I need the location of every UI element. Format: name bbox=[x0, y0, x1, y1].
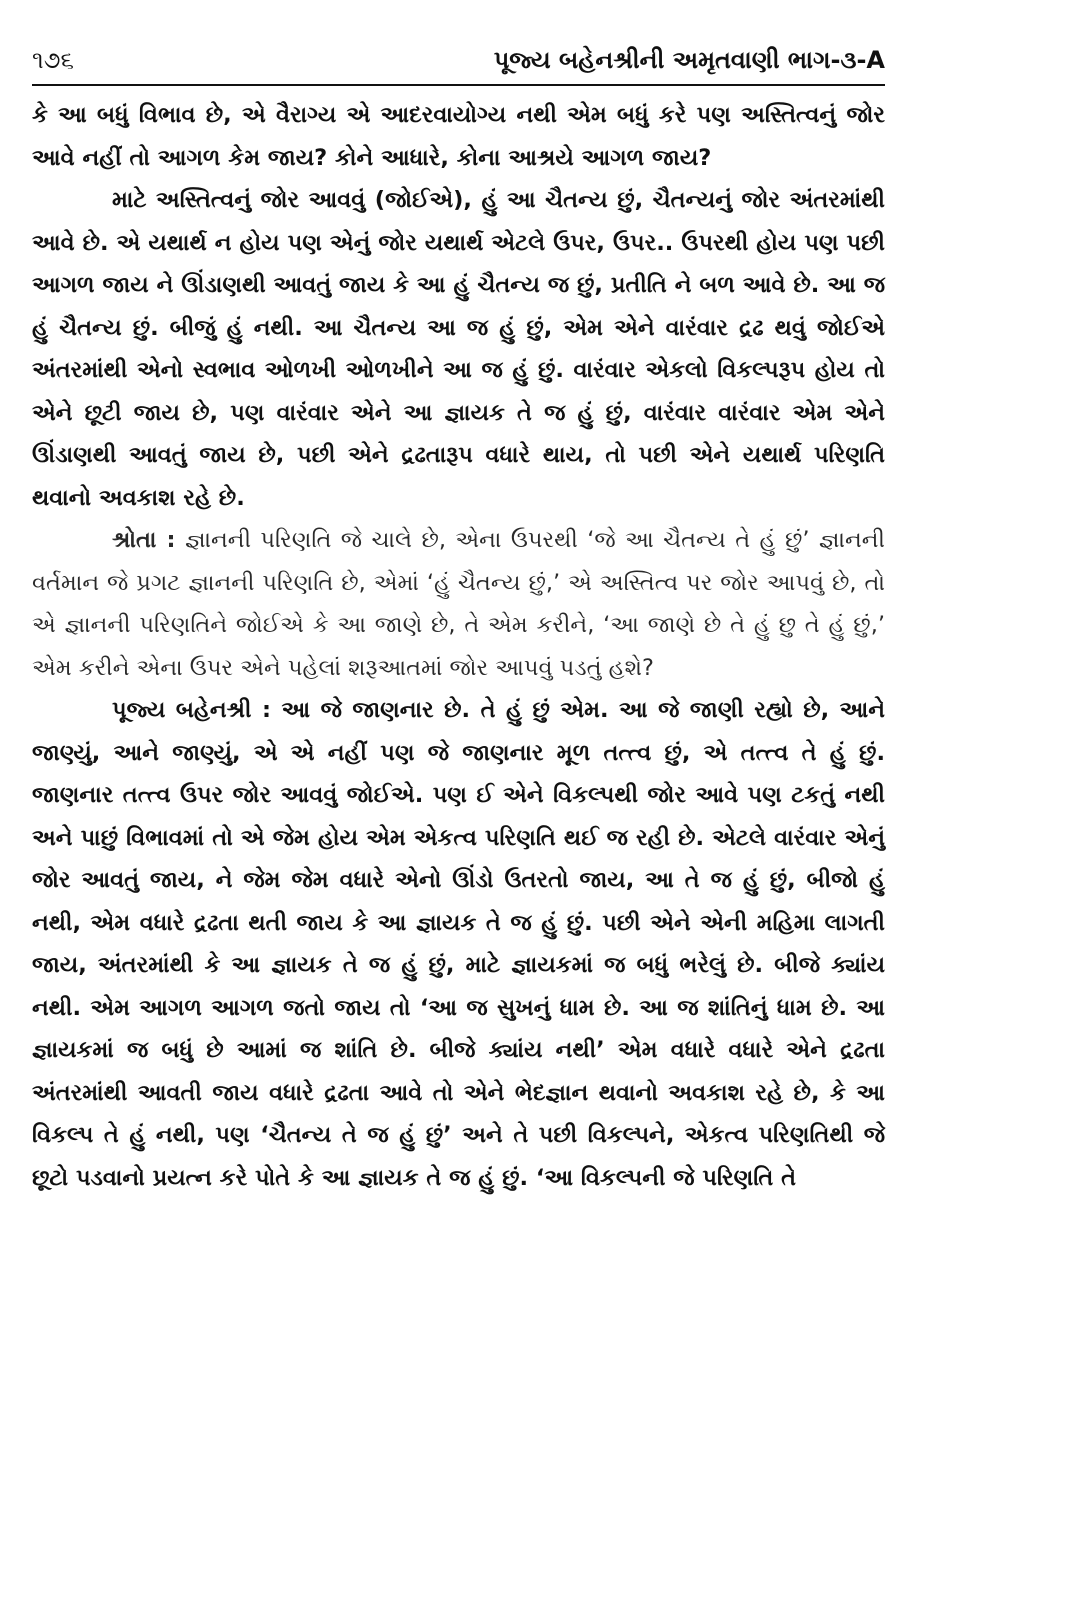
book-page bbox=[32, 40, 885, 1199]
paragraph-continuation: કે આ બધું વિભાવ છે, એ વૈરાગ્ય એ આદરવાયોગ્ય નથી એમ બધું કરે પણ અસ્તિત્વનું જોર આવે નહીં તો આગળ કેમ જાય? કોને આધારે, કોના આશ્રયે આગળ જાય? bbox=[32, 102, 885, 171]
running-header bbox=[32, 40, 885, 86]
paragraph-explanation: માટે અસ્તિત્વનું જોર આવવું (જોઈએ), હું આ ચૈતન્ય છું, ચૈતન્યનું જોર અંતરમાંથી આવે છે. એ યથાર્થ ન હોય પણ એનું જોર યથાર્થ એટલે ઉપર, ઉપર.. ઉપરથી હોય પણ પછી આગળ જાય ને ઊંડાણથી આવતું જાય કે આ હું ચૈતન્ય જ છું, પ્રતીતિ ને બળ આવે છે. આ જ હું ચૈતન્ય છું. બીજું હું નથી. આ ચૈતન્ય આ જ હું છું, એમ એને વારંવાર દ્રઢ થવું જોઈએ અંતરમાંથી એનો સ્વભાવ ઓળખી ઓળખીને આ જ હું છું. વારંવાર એકલો વિકલ્પરૂપ હોય તો એને છૂટી જાય છે, પણ વારંવાર એને આ જ્ઞાયક તે જ હું છું, વારંવાર વારંવાર એમ એને ઊંડાણથી આવતું જાય છે, પછી એને દ્રઢતારૂપ વધારે થાય, તો પછી એને યથાર્થ પરિણતિ થવાનો અવકાશ રહે છે. bbox=[32, 187, 885, 511]
body-text bbox=[32, 94, 885, 1199]
answer-text: આ જે જાણનાર છે. તે હું છું એમ. આ જે જાણી રહ્યો છે, આને જાણ્યું, આને જાણ્યું, એ એ નહીં પણ જે જાણનાર મૂળ તત્ત્વ છું, એ તત્ત્વ તે હું છું. જાણનાર તત્ત્વ ઉપર જોર આવવું જોઈએ. પણ ઈ એને વિકલ્પથી જોર આવે પણ ટકતું નથી અને પાછું વિભાવમાં તો એ જેમ હોય એમ એકત્વ પરિણતિ થઈ જ રહી છે. એટલે વારંવાર એનું જોર આવતું જાય, ને જેમ જેમ વધારે એનો ઊંડો ઉતરતો જાય, આ તે જ હું છું, બીજો હું નથી, એમ વધારે દ્રઢતા થતી જાય કે આ જ્ઞાયક તે જ હું છું. પછી એને એની મહિમા લાગતી જાય, અંતરમાંથી કે આ જ્ઞાયક તે જ હું છું, માટે જ્ઞાયકમાં જ બધું ભરેલું છે. બીજે ક્યાંય નથી. એમ આગળ આગળ જતો જાય તો ‘આ જ સુખનું ધામ છે. આ જ શાંતિનું ધામ છે. આ જ્ઞાયકમાં જ બધું છે આમાં જ શાંતિ છે. બીજે ક્યાંય નથી’ એમ વધારે વધારે એને દ્રઢતા અંતરમાંથી આવતી જાય વધારે દ્રઢતા આવે તો એને ભેદજ્ઞાન થવાનો અવકાશ રહે છે, કે આ વિકલ્પ તે હું નથી, પણ ‘ચૈતન્ય તે જ હું છું’ અને તે પછી વિકલ્પને, એકત્વ પરિણતિથી જે છૂટો પડવાનો પ્રયત્ન કરે પોતે કે આ જ્ઞાયક તે જ હું છું. ‘આ વિકલ્પની જે પરિણતિ તે bbox=[32, 697, 885, 1191]
speaker-label-bahenshri: પૂજ્ય બહેનશ્રી : bbox=[112, 697, 271, 723]
listener-question-text: જ્ઞાનની પરિણતિ જે ચાલે છે, એના ઉપરથી ‘જે આ ચૈતન્ય તે હું છું’ જ્ઞાનની વર્તમાન જે પ્રગટ જ્ઞાનની પરિણતિ છે, એમાં ‘હું ચૈતન્ય છું,’ એ અસ્તિત્વ પર જોર આપવું છે, તો એ જ્ઞાનની પરિણતિને જોઈએ કે આ જાણે છે, તે એમ કરીને, ‘આ જાણે છે તે હું છુ તે હું છું,’ એમ કરીને એના ઉપર એને પહેલાં શરૂઆતમાં જોર આપવું પડતું હશે? bbox=[32, 527, 885, 681]
speaker-label-listener: શ્રોતા : bbox=[112, 527, 176, 553]
book-title: પૂજ્ય બહેનશ્રીની અમૃતવાણી ભાગ-૩-A bbox=[493, 46, 885, 74]
paragraph-answer bbox=[32, 689, 885, 1199]
page-number: ૧૭૬ bbox=[32, 46, 74, 74]
paragraph-listener-question bbox=[32, 519, 885, 689]
